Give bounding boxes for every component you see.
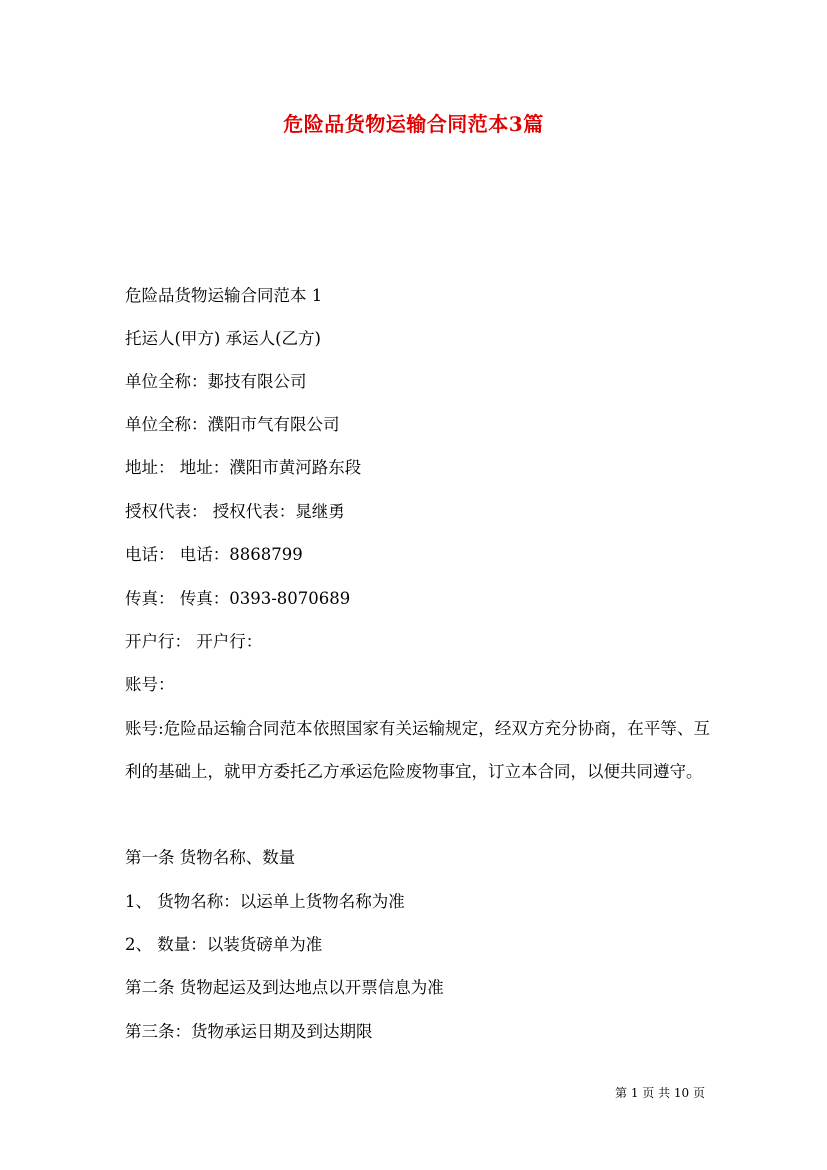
document-title: 危险品货物运输合同范本3篇: [283, 112, 544, 136]
paragraph-article-2: 第二条 货物起运及到达地点以开票信息为准: [125, 978, 444, 997]
paragraph-article-3: 第三条：货物承运日期及到达期限: [125, 1022, 373, 1041]
paragraph-contract-heading: 危险品货物运输合同范本 1: [125, 286, 323, 305]
paragraph-fax: 传真： 传真：0393-8070689: [125, 589, 351, 608]
paragraph-bank: 开户行： 开户行：: [125, 632, 263, 651]
paragraph-account: 账号：: [125, 675, 175, 694]
paragraph-authorized-rep: 授权代表： 授权代表：晁继勇: [125, 502, 345, 521]
paragraph-parties: 托运人(甲方) 承运人(乙方): [125, 329, 321, 348]
paragraph-address: 地址： 地址：濮阳市黄河路东段: [125, 458, 362, 477]
paragraph-preamble: 账号:危险品运输合同范本依照国家有关运输规定，经双方充分协商，在平等、互利的基础上，就甲方委托乙方承运危险废物事宜，订立本合同，以便共同遵守。: [125, 719, 710, 781]
paragraph-item-1: 1、 货物名称：以运单上货物名称为准: [125, 892, 405, 911]
page-number-footer: 第 1 页 共 10 页: [615, 1086, 705, 1100]
paragraph-party-a-name: 单位全称：郪技有限公司: [125, 372, 307, 391]
paragraph-item-2: 2、 数量：以装货磅单为准: [125, 935, 323, 954]
paragraph-article-1: 第一条 货物名称、数量: [125, 848, 296, 867]
paragraph-phone: 电话： 电话：8868799: [125, 545, 303, 564]
paragraph-party-b-name: 单位全称：濮阳市气有限公司: [125, 415, 340, 434]
